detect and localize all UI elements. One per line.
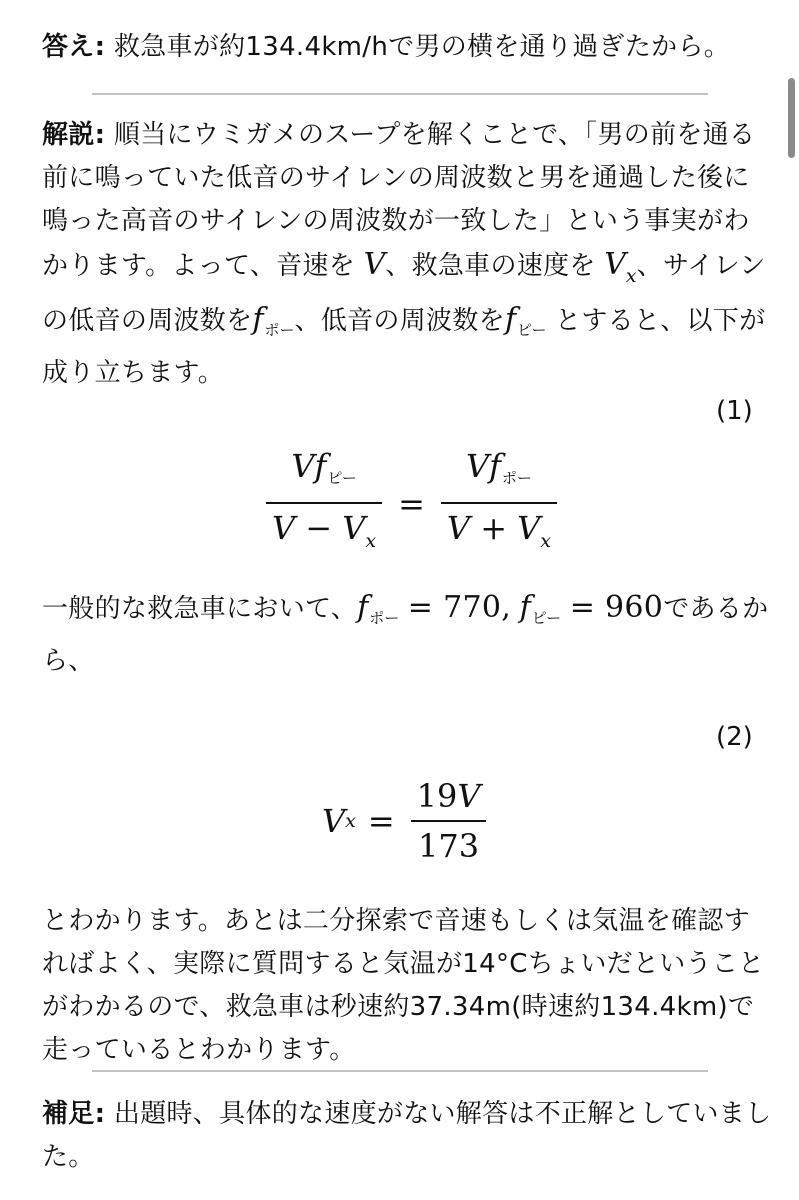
var-vx-sub: x (625, 265, 637, 287)
eq1-rhs-den-vx-sub: x (540, 530, 551, 552)
note-paragraph (42, 1093, 772, 1179)
eq1-rhs-num-v: V (465, 447, 490, 485)
eq1-lhs-num-f: f (314, 447, 327, 485)
equation-1 (262, 446, 561, 561)
eq1-rhs-den-vx: V (517, 509, 541, 547)
equation-1-rhs-denominator (441, 508, 557, 561)
var-f-pi-sub: ピー (517, 321, 547, 339)
equation-1-rhs-fraction (441, 446, 557, 561)
answer-paragraph (42, 26, 772, 69)
equation-2-lhs: V (322, 802, 346, 840)
equation-2-lhs-sub: x (345, 810, 356, 832)
conclusion-text: とわかります。あとは二分探索で音速もしくは気温を確認すればよく、実際に質問すると気温が14°Cちょいだということがわかるので、救急車は秒速約37.34m(時速約134.4km)で走っているとわかります。 (42, 906, 765, 1065)
general-f-po (357, 590, 399, 625)
equation-2-bar (411, 820, 487, 822)
explanation-label: 解説: (42, 120, 106, 150)
eq1-lhs-num-sub: ピー (327, 469, 357, 487)
equation-1-lhs-fraction (266, 446, 382, 561)
equation-2-fraction (411, 776, 487, 866)
general-f-pi-base: f (519, 590, 531, 625)
var-f-po-sub: ポー (264, 321, 295, 339)
scrollbar-thumb[interactable] (788, 78, 795, 158)
divider-2 (92, 1070, 708, 1072)
explanation-text-5: とすると、以下が成り立ちます。 (42, 306, 766, 388)
explanation-text-2: 、救急車の速度を (385, 251, 596, 281)
var-f-po-base: f (252, 302, 264, 337)
var-f-pi-base: f (504, 302, 517, 337)
conclusion-paragraph (42, 900, 772, 1072)
general-f-pi-value: = 960 (569, 590, 664, 625)
equation-1-lhs-numerator (285, 446, 362, 498)
explanation-paragraph (42, 114, 772, 395)
equation-1-rhs-numerator (460, 446, 538, 498)
eq1-lhs-den-vx: V (342, 509, 366, 547)
divider-1 (92, 93, 708, 95)
eq1-lhs-den-vx-sub: x (365, 530, 377, 552)
equation-2-num-digits: 19 (416, 777, 458, 815)
eq1-rhs-den-op: + (480, 509, 507, 547)
equation-2-num-var: V (457, 777, 481, 815)
var-v: V (363, 247, 386, 282)
answer-text: 救急車が約134.4km/hで男の横を通り過ぎたから。 (113, 32, 731, 62)
equation-2 (322, 776, 490, 866)
var-vx-base: V (604, 247, 626, 282)
equation-1-number: (1) (716, 396, 753, 426)
equation-1-equals: = (398, 484, 425, 523)
eq1-lhs-den-op: − (305, 509, 333, 547)
general-f-pi (520, 590, 562, 625)
eq1-rhs-num-f: f (489, 447, 501, 485)
eq1-rhs-num-sub: ポー (501, 469, 532, 487)
equation-2-equals: = (367, 802, 395, 840)
general-f-po-value: = 770, (407, 590, 512, 625)
var-vx (604, 247, 637, 287)
explanation-text-1: 順当にウミガメのスープを解くことで、「男の前を通る前に鳴っていた低音のサイレンの周波数と男を通過した後に鳴った高音のサイレンの周波数が一致した」という事実がわかります。よって、音速を (42, 120, 756, 281)
answer-label: 答え: (42, 32, 106, 62)
eq1-lhs-num-v: V (291, 447, 315, 485)
general-text-2: であるから、 (42, 594, 769, 676)
eq1-lhs-den-v: V (272, 509, 296, 547)
equation-1-lhs-bar (266, 502, 382, 504)
var-f-po (252, 302, 294, 337)
equation-2-numerator (411, 776, 487, 816)
equation-1-lhs-denominator (266, 508, 382, 561)
general-text-1: 一般的な救急車において、 (42, 594, 358, 624)
note-text: 出題時、具体的な速度がない解答は不正解としていました。 (42, 1099, 772, 1172)
equation-2-denominator: 173 (418, 827, 480, 865)
general-f-po-sub: ポー (369, 609, 400, 627)
equation-1-rhs-bar (441, 502, 557, 504)
general-paragraph (42, 586, 772, 683)
explanation-text-3: 、サイレンの低音の周波数を (42, 251, 766, 336)
general-f-pi-sub: ピー (531, 609, 562, 627)
general-f-po-base: f (357, 590, 369, 625)
eq1-rhs-den-v: V (446, 509, 471, 547)
explanation-text-4: 、低音の周波数を (294, 306, 505, 336)
var-f-pi (505, 302, 547, 337)
equation-2-number: (2) (716, 722, 753, 752)
note-label: 補足: (42, 1099, 106, 1129)
